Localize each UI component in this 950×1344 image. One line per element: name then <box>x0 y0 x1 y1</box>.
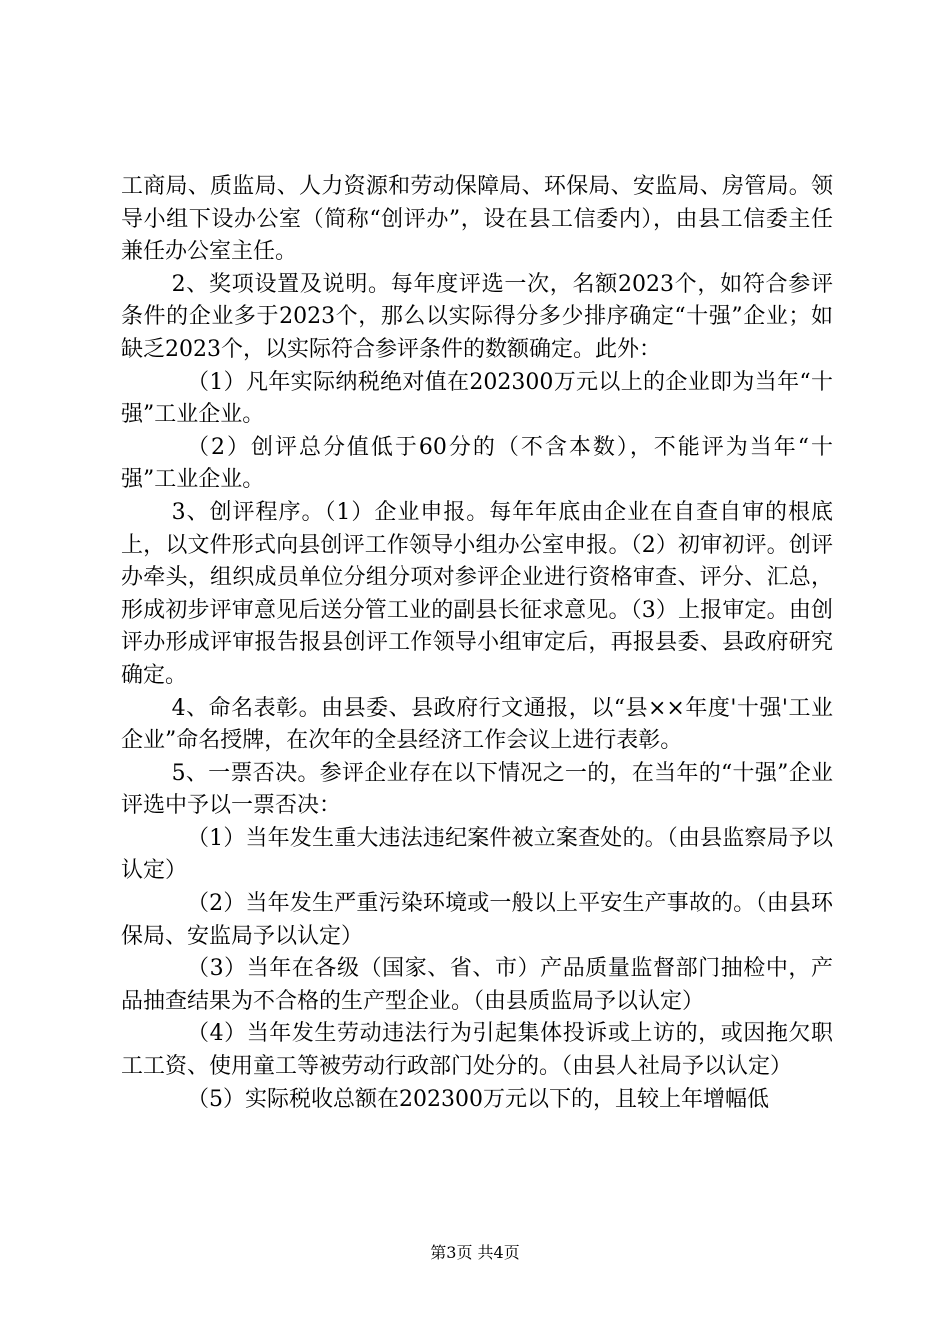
paragraph-procedure: 3、创评程序。（1）企业申报。每年年底由企业在自查自审的根底上，以文件形式向县创评工作领导小组办公室申报。（2）初审初评。创评办牵头，组织成员单位分组分项对参评企业进行资格审查、评分、汇总，形成初步评审意见后送分管工业的副县长征求意见。（3）上报审定。由创评办形成评审报告报县创评工作领导小组审定后，再报县委、县政府研究确定。 <box>121 499 833 688</box>
paragraph-veto-item-4: （4）当年发生劳动违法行为引起集体投诉或上访的，或因拖欠职工工资、使用童工等被劳动行政部门处分的。（由县人社局予以认定） <box>121 1021 833 1080</box>
paragraph-award-item-1: （1）凡年实际纳税绝对值在202300万元以上的企业即为当年“十强”工业企业。 <box>121 369 833 428</box>
paragraph-veto-item-5: （5）实际税收总额在202300万元以下的，且较上年增幅低 <box>187 1086 769 1112</box>
paragraph-award-item-2: （2）创评总分值低于60分的（不含本数），不能评为当年“十强”工业企业。 <box>121 434 833 493</box>
page-number: 第3页 共4页 <box>430 1243 520 1262</box>
paragraph-continuation: 工商局、质监局、人力资源和劳动保障局、环保局、安监局、房管局。领导小组下设办公室（简称“创评办”，设在县工信委内），由县工信委主任兼任办公室主任。 <box>121 174 833 265</box>
document-body <box>121 171 833 1116</box>
paragraph-commendation: 4、命名表彰。由县委、县政府行文通报，以“县××年度'十强'工业企业”命名授牌，在次年的全县经济工作会议上进行表彰。 <box>121 695 833 754</box>
paragraph-award-settings: 2、奖项设置及说明。每年度评选一次，名额2023个，如符合参评条件的企业多于2023个，那么以实际得分多少排序确定“十强”企业；如缺乏2023个，以实际符合参评条件的数额确定。此外： <box>121 271 833 362</box>
paragraph-veto: 5、一票否决。参评企业存在以下情况之一的，在当年的“十强”企业评选中予以一票否决： <box>121 760 833 819</box>
paragraph-veto-item-2: （2）当年发生严重污染环境或一般以上平安生产事故的。（由县环保局、安监局予以认定） <box>121 891 833 949</box>
paragraph-veto-item-3: （3）当年在各级（国家、省、市）产品质量监督部门抽检中，产品抽查结果为不合格的生产型企业。（由县质监局予以认定） <box>121 956 833 1014</box>
paragraph-veto-item-1: （1）当年发生重大违法违纪案件被立案查处的。（由县监察局予以认定） <box>121 825 833 884</box>
page-footer <box>0 1243 950 1263</box>
